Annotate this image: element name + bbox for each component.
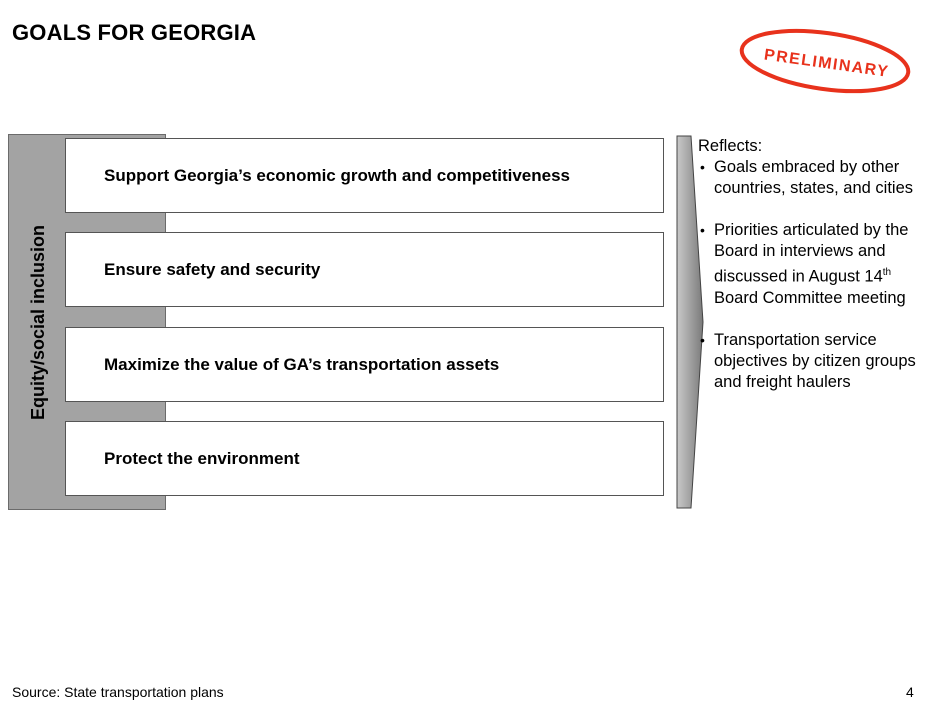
reflects-bullet [698, 330, 938, 393]
bullet-text: Transportation service objectives by citizen groups and freight haulers [714, 330, 916, 391]
bullet-text-part: Priorities articulated by the Board in interviews and discussed in August 14 [714, 221, 909, 286]
bullet-text-part: Board Committee meeting [714, 288, 906, 307]
page-number: 4 [906, 684, 914, 700]
source-note: Source: State transportation plans [12, 684, 224, 700]
stamp-text: PRELIMINARY [762, 46, 891, 81]
bullet-dot-icon: • [700, 331, 705, 348]
goal-box-growth: Support Georgia’s economic growth and competitiveness [65, 138, 664, 213]
goal-box-safety: Ensure safety and security [65, 232, 664, 307]
page-title: GOALS FOR GEORGIA [12, 20, 257, 45]
reflects-bullet [698, 220, 938, 309]
bullet-dot-icon: • [700, 159, 705, 175]
goal-box-assets: Maximize the value of GA’s transportation assets [65, 327, 664, 402]
goal-box-environment: Protect the environment [65, 421, 664, 496]
bullet-text [714, 220, 938, 309]
preliminary-stamp [735, 26, 915, 96]
equity-label [24, 134, 54, 510]
equity-label-text: Equity/social inclusion [28, 224, 49, 420]
reflects-panel [698, 136, 938, 414]
reflects-heading: Reflects: [698, 137, 763, 155]
bullet-text: Goals embraced by other countries, states, and cities [714, 158, 914, 197]
bullet-dot-icon: • [700, 222, 705, 238]
reflects-bullet [698, 157, 938, 199]
bullet-text-sup: th [882, 267, 892, 278]
